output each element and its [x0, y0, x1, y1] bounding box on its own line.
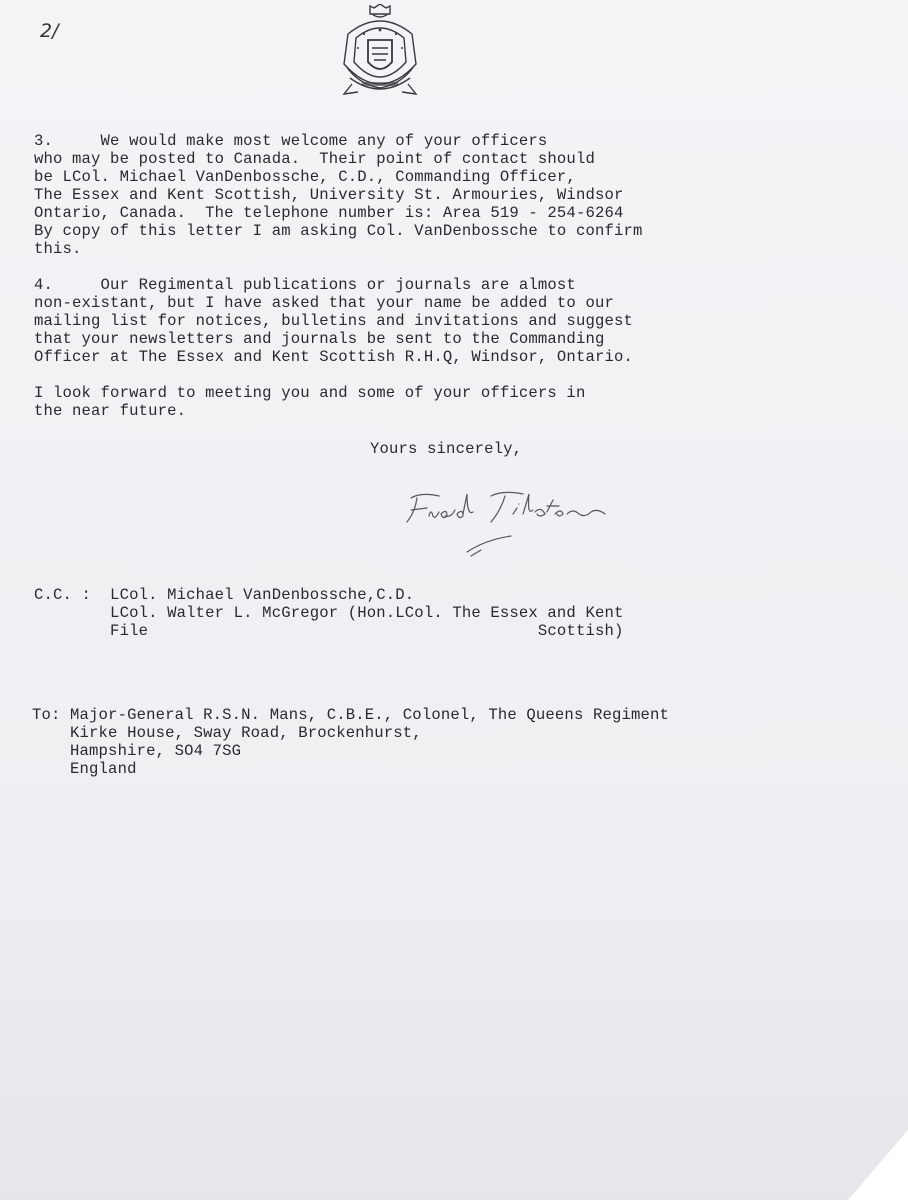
- text-line: By copy of this letter I am asking Col. VanDenbossche to confirm: [34, 222, 643, 240]
- cc-line: File Scottish): [34, 622, 624, 640]
- address-line: Kirke House, Sway Road, Brockenhurst,: [32, 724, 422, 742]
- address-line: England: [32, 760, 137, 778]
- address-line: Hampshire, SO4 7SG: [32, 742, 242, 760]
- text-line: non-existant, but I have asked that your name be added to our: [34, 294, 614, 312]
- page-number: 2/: [40, 20, 59, 42]
- cc-line: LCol. Walter L. McGregor (Hon.LCol. The Essex and Kent: [34, 604, 624, 622]
- regimental-crest-icon: [334, 4, 426, 108]
- signature: [395, 486, 635, 566]
- text-line: 4. Our Regimental publications or journals are almost: [34, 276, 576, 294]
- text-line: Officer at The Essex and Kent Scottish R.H.Q, Windsor, Ontario.: [34, 348, 633, 366]
- cc-line: C.C. : LCol. Michael VanDenbossche,C.D.: [34, 586, 415, 604]
- text-line: The Essex and Kent Scottish, University St. Armouries, Windsor: [34, 186, 624, 204]
- text-line: be LCol. Michael VanDenbossche, C.D., Commanding Officer,: [34, 168, 576, 186]
- sign-off: Yours sincerely,: [370, 440, 523, 458]
- page-corner-fold: [848, 1130, 908, 1200]
- address-line: To: Major-General R.S.N. Mans, C.B.E., Colonel, The Queens Regiment: [32, 706, 670, 724]
- text-line: I look forward to meeting you and some of your officers in: [34, 384, 586, 402]
- text-line: that your newsletters and journals be sent to the Commanding: [34, 330, 605, 348]
- text-line: 3. We would make most welcome any of your officers: [34, 132, 548, 150]
- text-line: mailing list for notices, bulletins and invitations and suggest: [34, 312, 633, 330]
- text-line: Ontario, Canada. The telephone number is: Area 519 - 254-6264: [34, 204, 624, 222]
- text-line: this.: [34, 240, 82, 258]
- text-line: who may be posted to Canada. Their point of contact should: [34, 150, 595, 168]
- text-line: the near future.: [34, 402, 187, 420]
